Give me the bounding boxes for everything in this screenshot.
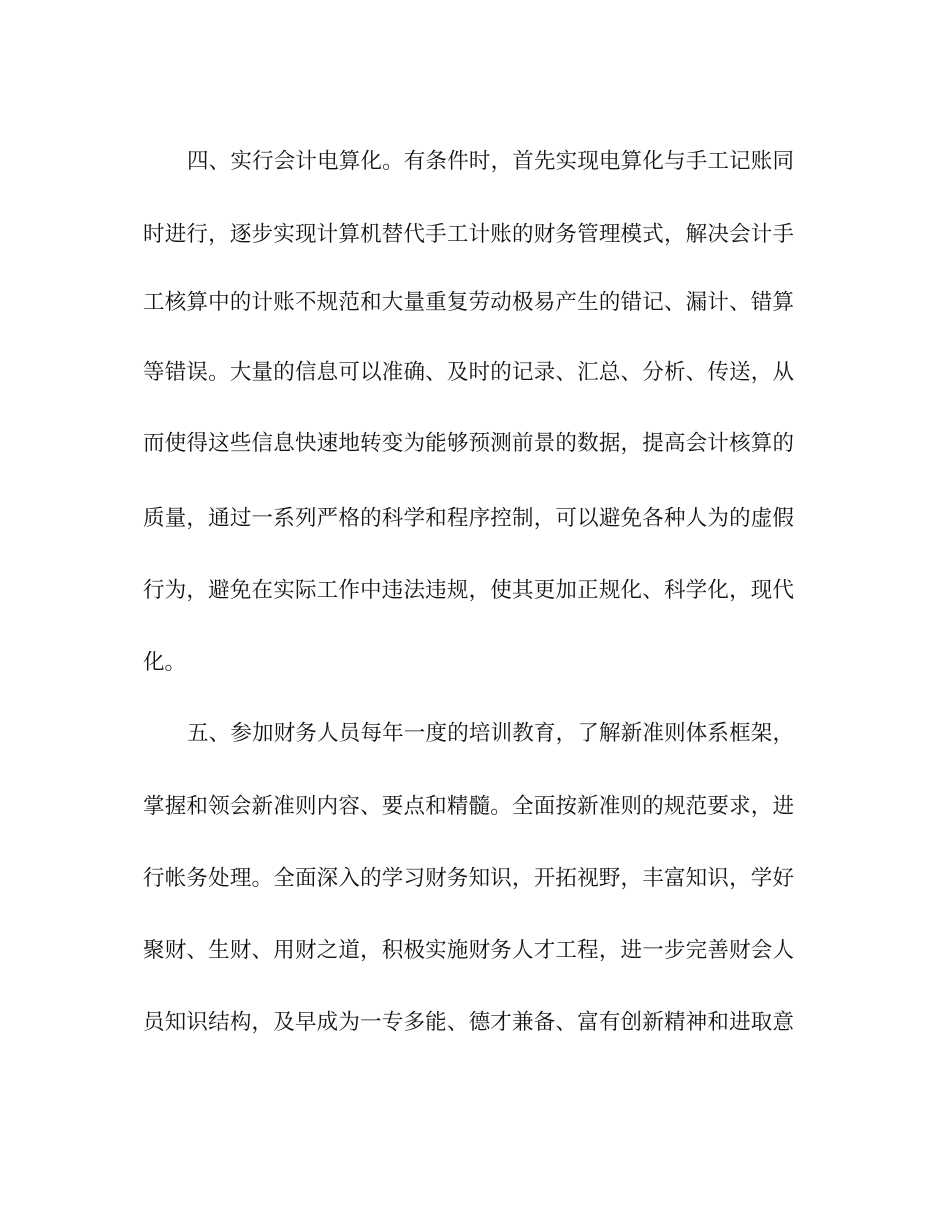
paragraph-1-line-6: 质量，通过一系列严格的科学和程序控制，可以避免各种人为的虚假 <box>143 506 794 531</box>
paragraph-2-line-5: 员知识结构，及早成为一专多能、德才兼备、富有创新精神和进取意 <box>143 1010 794 1035</box>
paragraph-2-line-2: 掌握和领会新准则内容、要点和精髓。全面按新准则的规范要求，进 <box>143 794 794 819</box>
paragraph-1-line-5: 而使得这些信息快速地转变为能够预测前景的数据，提高会计核算的 <box>143 431 794 456</box>
paragraph-2-line-4: 聚财、生财、用财之道，积极实施财务人才工程，进一步完善财会人 <box>143 938 794 963</box>
paragraph-1-line-2: 时进行，逐步实现计算机替代手工计账的财务管理模式，解决会计手 <box>143 222 794 247</box>
paragraph-1-line-8: 化。 <box>143 650 187 675</box>
paragraph-1-line-1: 四、实行会计电算化。有条件时，首先实现电算化与手工记账同 <box>187 149 794 174</box>
paragraph-2-line-3: 行帐务处理。全面深入的学习财务知识，开拓视野，丰富知识，学好 <box>143 866 794 891</box>
paragraph-1-line-4: 等错误。大量的信息可以准确、及时的记录、汇总、分析、传送，从 <box>143 360 794 385</box>
paragraph-1-line-3: 工核算中的计账不规范和大量重复劳动极易产生的错记、漏计、错算 <box>143 290 794 315</box>
paragraph-1-line-7: 行为，避免在实际工作中违法违规，使其更加正规化、科学化，现代 <box>143 578 794 603</box>
paragraph-2-line-1: 五、参加财务人员每年一度的培训教育，了解新准则体系框架， <box>187 721 794 746</box>
